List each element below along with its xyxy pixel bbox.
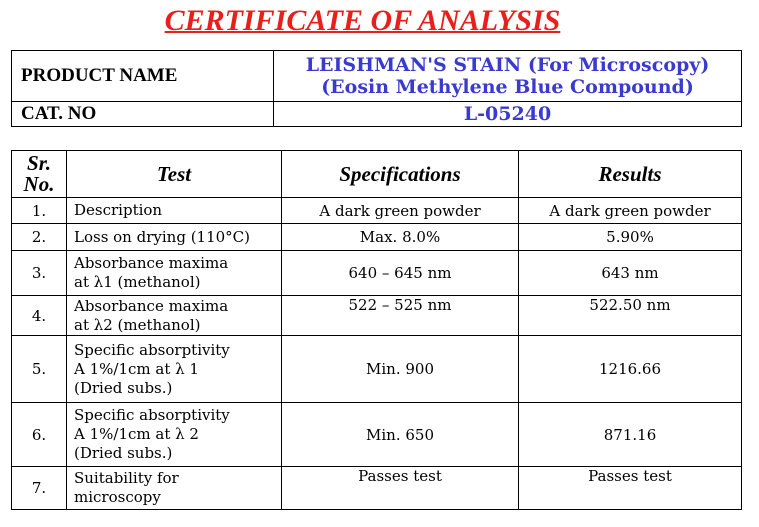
row-test-line: (Dried subs.): [74, 444, 173, 462]
row-sr-no: 4.: [12, 296, 67, 336]
header-sr-no-text: Sr. No.: [23, 151, 55, 196]
row-test-line: at λ2 (methanol): [74, 315, 201, 334]
row-test-line: Specific absorptivity: [74, 406, 230, 424]
row-test-line: Specific absorptivity: [74, 340, 230, 359]
product-name-label: PRODUCT NAME: [12, 51, 274, 102]
table-row: [12, 467, 742, 510]
row-result: 643 nm: [519, 251, 742, 296]
row-test-line: Absorbance maxima: [74, 296, 229, 315]
row-test-line: A 1%/1cm at λ 2: [74, 425, 199, 443]
header-results: Results: [519, 151, 742, 198]
row-specification: 522 – 525 nm: [282, 296, 519, 336]
header-sr-no: [12, 151, 67, 198]
product-info-table: [11, 50, 742, 127]
row-test-line: Loss on drying (110°C): [74, 227, 251, 246]
row-result: 871.16: [519, 403, 742, 467]
row-test-line: Absorbance maxima: [74, 254, 229, 272]
row-specification: Min. 900: [282, 336, 519, 403]
row-specification: Max. 8.0%: [282, 224, 519, 251]
analysis-table: [11, 150, 742, 510]
row-result: 5.90%: [519, 224, 742, 251]
row-sr-no: 7.: [12, 467, 67, 510]
row-specification: Passes test: [282, 467, 519, 510]
row-test-line: Suitability for: [74, 469, 179, 487]
table-row: [12, 251, 742, 296]
row-sr-no: 3.: [12, 251, 67, 296]
row-test: [67, 467, 282, 510]
table-row: [12, 198, 742, 224]
table-row: [12, 296, 742, 336]
row-result: A dark green powder: [519, 198, 742, 224]
row-test: [67, 296, 282, 336]
row-result: Passes test: [519, 467, 742, 510]
row-test: [67, 336, 282, 403]
row-test-line: at λ1 (methanol): [74, 273, 201, 291]
row-test-line: Description: [74, 201, 163, 219]
row-result: 1216.66: [519, 336, 742, 403]
header-test: Test: [67, 151, 282, 198]
row-sr-no: 2.: [12, 224, 67, 251]
row-specification: Min. 650: [282, 403, 519, 467]
row-test-line: microscopy: [74, 488, 161, 506]
product-name-line1: LEISHMAN'S STAIN (For Microscopy): [305, 54, 710, 76]
row-test-line: A 1%/1cm at λ 1: [74, 359, 199, 378]
row-test: [67, 403, 282, 467]
row-sr-no: 1.: [12, 198, 67, 224]
table-row: [12, 224, 742, 251]
table-row: [12, 403, 742, 467]
product-name-value: [274, 51, 742, 102]
row-test: [67, 198, 282, 224]
row-specification: 640 – 645 nm: [282, 251, 519, 296]
row-sr-no: 6.: [12, 403, 67, 467]
header-specifications: Specifications: [282, 151, 519, 198]
row-test: [67, 224, 282, 251]
row-test-line: (Dried subs.): [74, 378, 173, 397]
row-result: 522.50 nm: [519, 296, 742, 336]
row-specification: A dark green powder: [282, 198, 519, 224]
analysis-rows: [12, 198, 742, 510]
table-row: [12, 336, 742, 403]
product-name-line2: (Eosin Methylene Blue Compound): [321, 76, 694, 98]
cat-no-label: CAT. NO: [12, 102, 274, 127]
document-title: CERTIFICATE OF ANALYSIS: [164, 4, 561, 37]
row-sr-no: 5.: [12, 336, 67, 403]
cat-no-value: L-05240: [274, 102, 742, 127]
row-test: [67, 251, 282, 296]
